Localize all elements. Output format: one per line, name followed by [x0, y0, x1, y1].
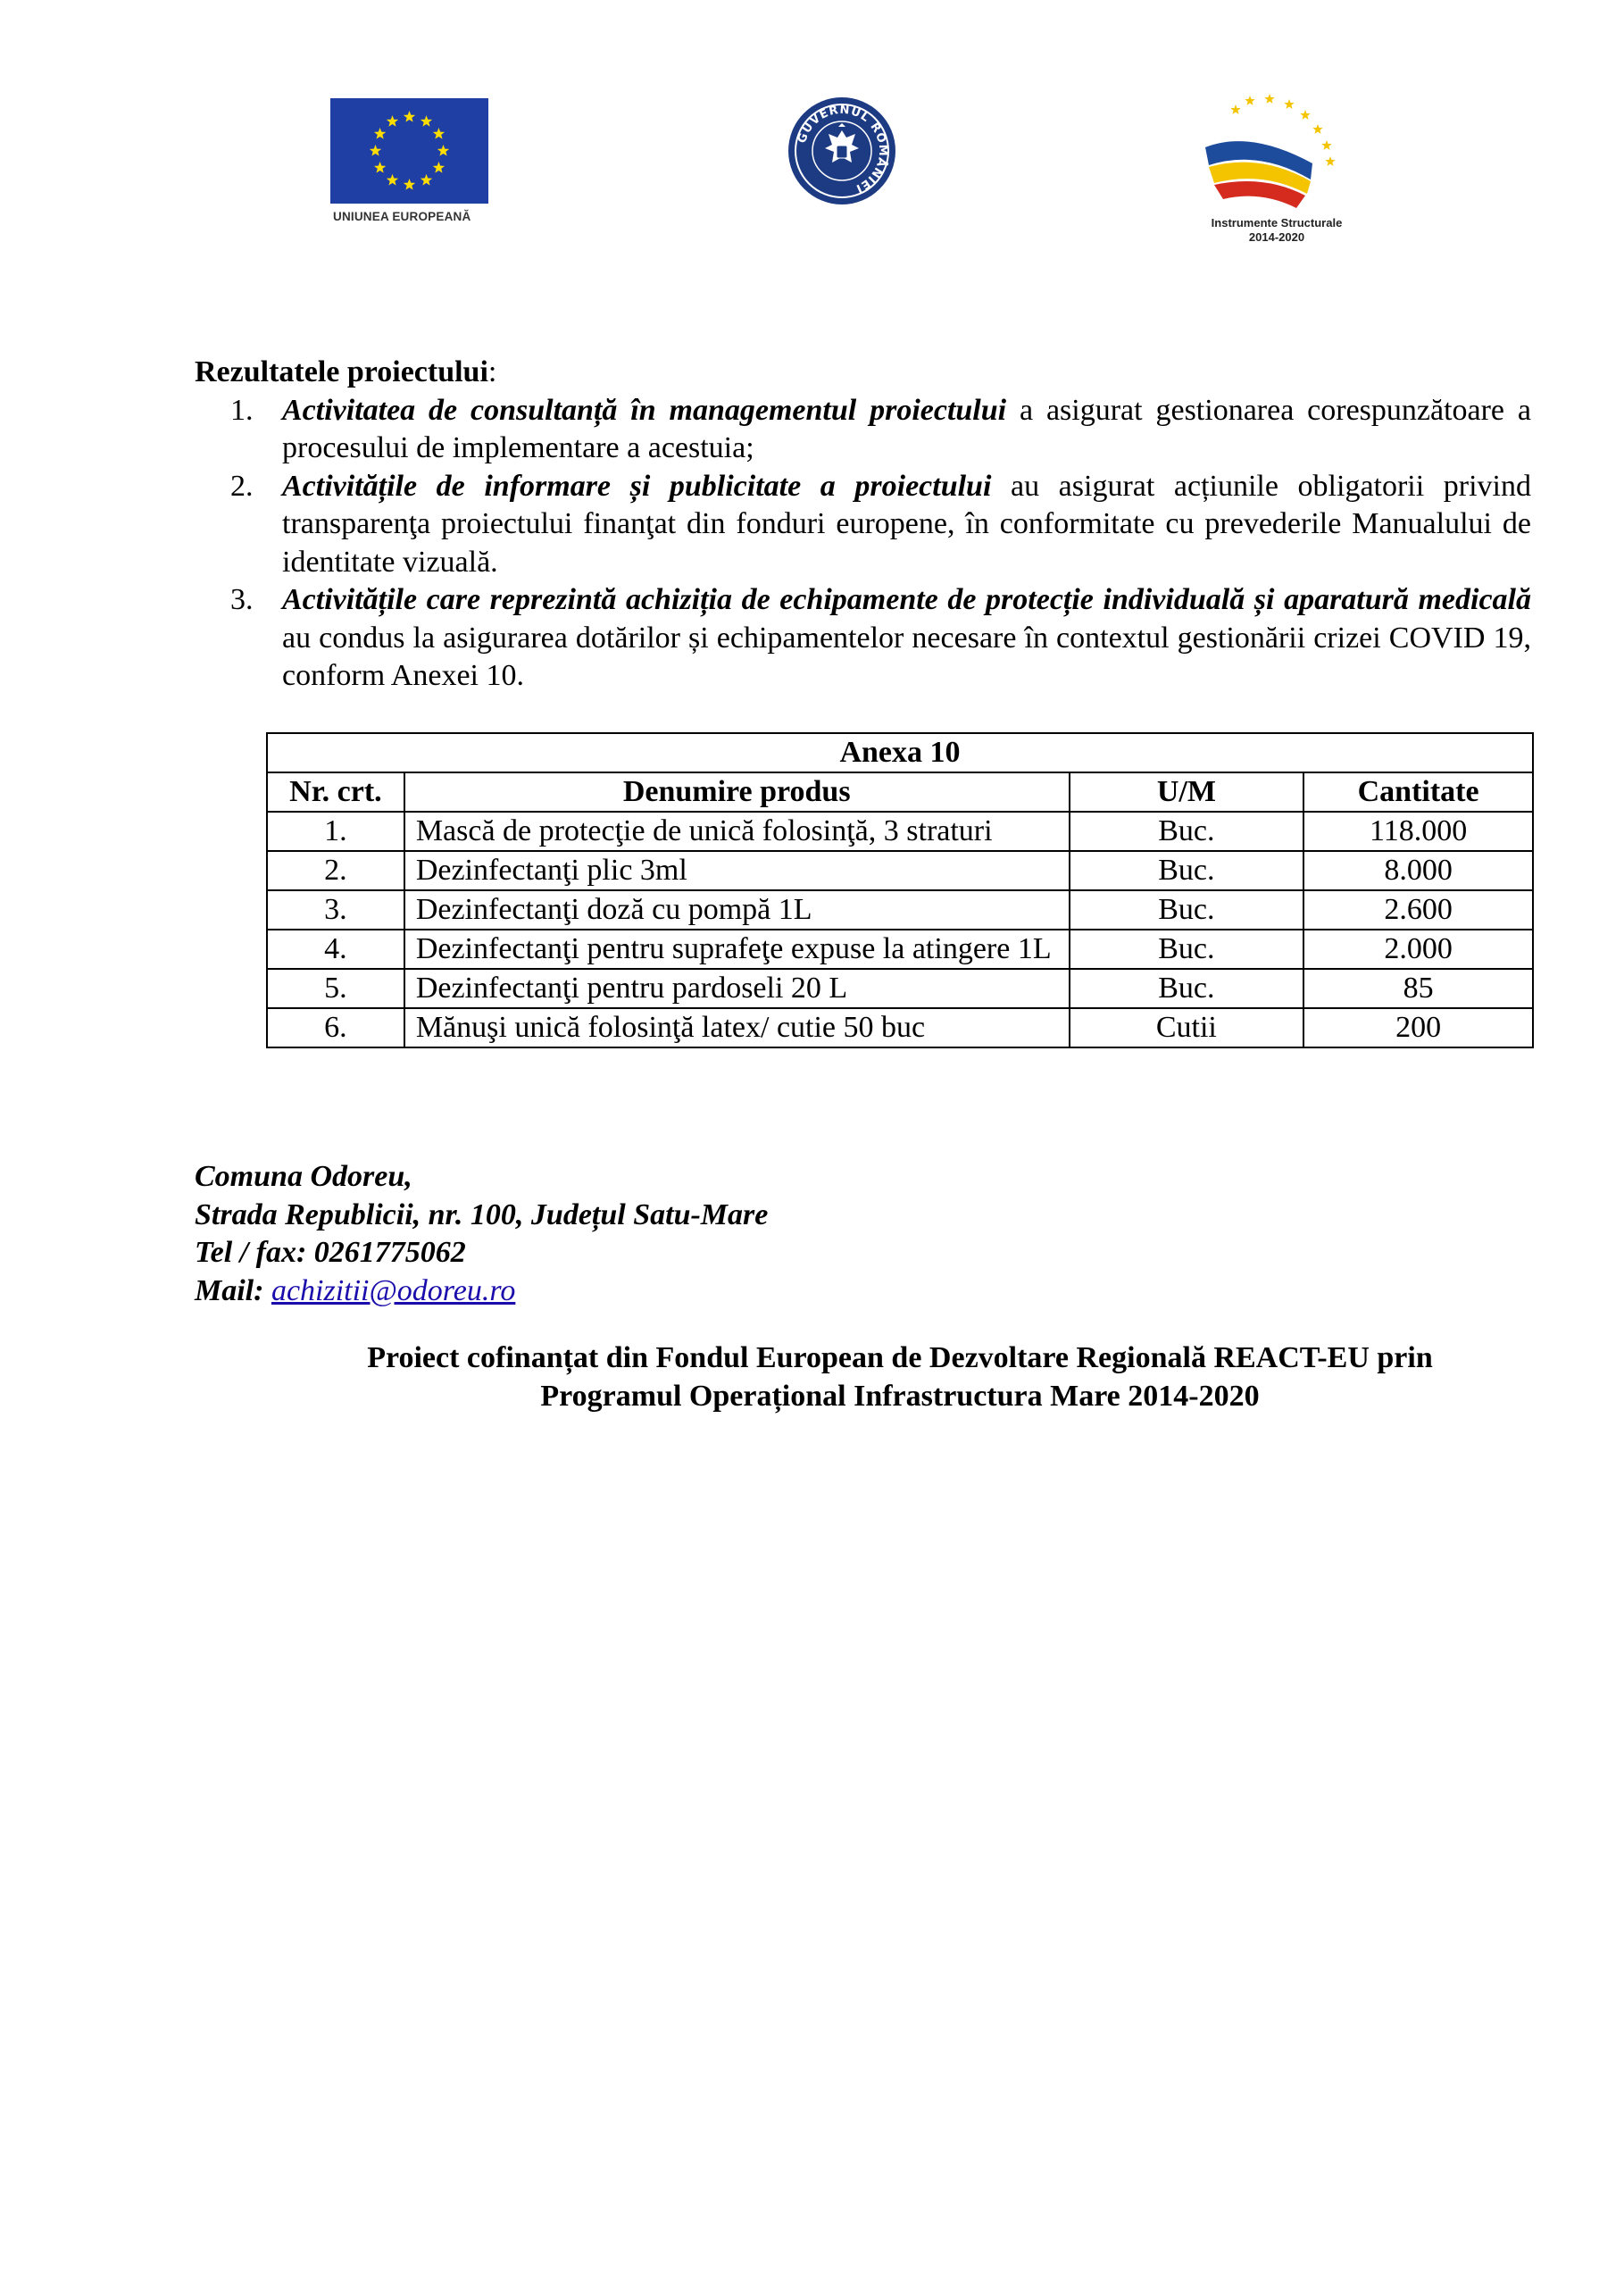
list-item [195, 468, 1531, 582]
is-star-icon [1284, 99, 1294, 109]
cell-nr: 2. [267, 851, 404, 890]
cofinancing-line2: Programul Operațional Infrastructura Mare 2014-2020 [540, 1379, 1260, 1413]
header-unit: U/M [1070, 772, 1304, 812]
is-star-icon [1230, 104, 1240, 114]
list-item-lead: Activitatea de consultanță în managementul proiectului [282, 393, 1007, 427]
contact-locality: Comuna Odoreu, [195, 1160, 412, 1193]
cell-unit: Buc. [1070, 930, 1304, 969]
table-row [267, 812, 1533, 851]
list-item-text: au condus la asigurarea dotărilor și echipamentelor necesare în contextul gestionării crizei COVID 19, conform Anexei 10. [282, 621, 1531, 692]
svg-text:GUVERNUL ROMÂNIEI: GUVERNUL ROMÂNIEI [795, 103, 890, 196]
cell-product: Dezinfectanţi pentru pardoseli 20 L [404, 969, 1070, 1008]
contact-mail-label: Mail: [195, 1273, 271, 1307]
table-row [267, 890, 1533, 930]
contact-address: Strada Republicii, nr. 100, Județul Satu-Mare [195, 1197, 769, 1231]
is-star-icon [1312, 124, 1322, 134]
is-star-icon [1264, 94, 1274, 104]
romanian-coat-of-arms-icon [787, 96, 896, 205]
cell-product: Mănuşi unică folosinţă latex/ cutie 50 buc [404, 1008, 1070, 1047]
annex-title: Anexa 10 [267, 733, 1533, 772]
cell-nr: 4. [267, 930, 404, 969]
table-row [267, 930, 1533, 969]
contact-phone: Tel / fax: 0261775062 [195, 1236, 466, 1269]
table-row [267, 851, 1533, 890]
cell-quantity: 118.000 [1303, 812, 1533, 851]
eu-flag-icon [330, 98, 488, 204]
cell-nr: 5. [267, 969, 404, 1008]
is-caption-line2: 2014-2020 [1248, 230, 1305, 244]
cell-quantity: 2.600 [1303, 890, 1533, 930]
cell-product: Dezinfectanţi doză cu pompă 1L [404, 890, 1070, 930]
government-logo [787, 96, 896, 205]
list-item-text: au asigurat acțiunile obligatorii privind transparenţa proiectului finanţat din fonduri europene, în conformitate cu prevederile Manualului de identitate vizuală. [282, 469, 1531, 579]
cell-product: Mască de protecţie de unică folosinţă, 3 straturi [404, 812, 1070, 851]
results-section [195, 354, 1531, 696]
cell-quantity: 85 [1303, 969, 1533, 1008]
eu-caption: UNIUNEA EUROPEANĂ [333, 210, 471, 223]
list-item-number: 1. [230, 393, 254, 427]
cell-nr: 1. [267, 812, 404, 851]
cell-product: Dezinfectanţi pentru suprafeţe expuse la atingere 1L [404, 930, 1070, 969]
header-nr: Nr. crt. [267, 772, 404, 812]
contact-mail-line [195, 1272, 768, 1311]
is-caption-line1: Instrumente Structurale [1211, 216, 1343, 229]
cofinancing-statement [195, 1339, 1605, 1415]
list-item-number: 2. [230, 469, 254, 503]
annex-table [266, 732, 1534, 1048]
is-star-icon [1325, 156, 1335, 166]
eu-logo [330, 98, 488, 228]
list-item-lead: Activitățile de informare și publicitate a proiectului [282, 469, 992, 503]
cell-quantity: 8.000 [1303, 851, 1533, 890]
table-row [267, 969, 1533, 1008]
list-item [195, 392, 1531, 468]
list-item-text: a asigurat gestionarea corespunzătoare a procesului de implementare a acestuia; [282, 393, 1531, 464]
header-product: Denumire produs [404, 772, 1070, 812]
is-star-icon [1300, 110, 1310, 120]
list-item-lead: Activitățile care reprezintă achiziția de echipamente de protecție individuală și aparatură medicală [282, 583, 1531, 616]
annex-title-row [267, 733, 1533, 772]
cell-quantity: 200 [1303, 1008, 1533, 1047]
cell-unit: Buc. [1070, 890, 1304, 930]
contact-email-link[interactable]: achizitii@odoreu.ro [271, 1273, 516, 1307]
structural-instruments-logo [1196, 94, 1357, 254]
list-item-number: 3. [230, 583, 254, 616]
contact-block [195, 1158, 768, 1310]
is-star-icon [1321, 140, 1331, 150]
cell-nr: 3. [267, 890, 404, 930]
list-item [195, 581, 1531, 696]
cell-nr: 6. [267, 1008, 404, 1047]
structural-instruments-caption [1196, 216, 1357, 245]
cofinancing-line1: Proiect cofinanțat din Fondul European de Dezvoltare Regională REACT-EU prin [367, 1341, 1433, 1374]
structural-instruments-icon [1196, 94, 1357, 214]
results-heading-colon: : [487, 355, 497, 388]
is-star-icon [1245, 96, 1254, 105]
results-heading: Rezultatele proiectului [195, 355, 488, 388]
cell-unit: Buc. [1070, 812, 1304, 851]
results-heading-line [195, 354, 1531, 392]
table-row [267, 1008, 1533, 1047]
cell-unit: Cutii [1070, 1008, 1304, 1047]
table-header-row [267, 772, 1533, 812]
results-list [195, 392, 1531, 696]
header-quantity: Cantitate [1303, 772, 1533, 812]
cell-product: Dezinfectanţi plic 3ml [404, 851, 1070, 890]
cell-unit: Buc. [1070, 969, 1304, 1008]
cell-unit: Buc. [1070, 851, 1304, 890]
cell-quantity: 2.000 [1303, 930, 1533, 969]
